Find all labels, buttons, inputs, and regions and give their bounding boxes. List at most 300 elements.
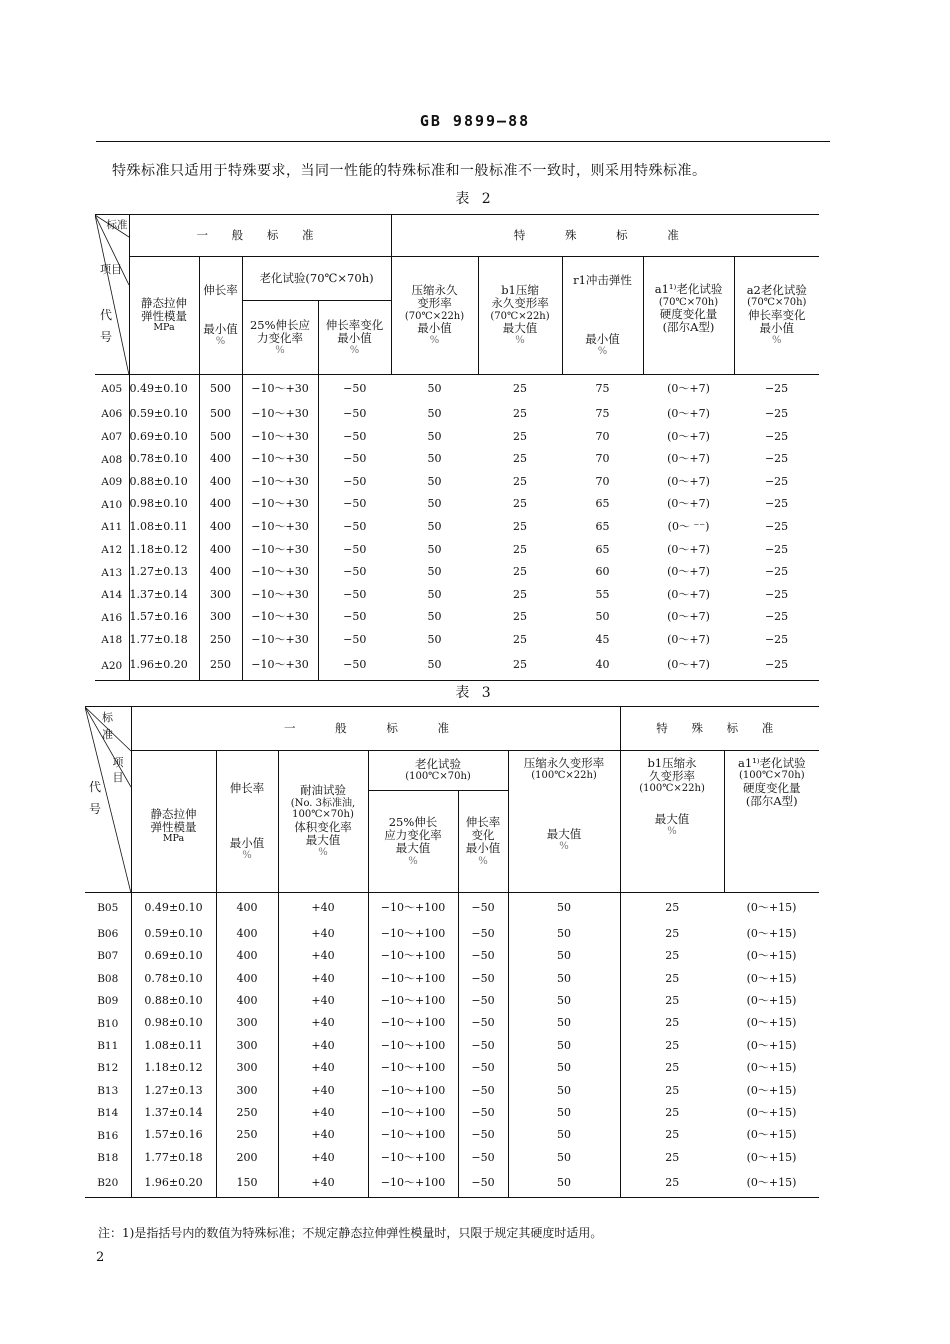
row-code: A14 <box>95 584 129 607</box>
table-cell: 50 <box>427 497 442 511</box>
table-cell: 1.18±0.12 <box>129 539 199 562</box>
table3-col-a1 <box>724 751 819 893</box>
t2-elchg-l1: 伸长率变化 <box>325 317 384 332</box>
table-row <box>95 539 819 562</box>
table-cell: −50 <box>343 542 367 556</box>
table-cell: 25 <box>513 520 528 534</box>
table-cell: 50 <box>508 990 620 1012</box>
table-cell: −50 <box>458 1012 508 1034</box>
table-cell: −10～+30 <box>242 606 318 629</box>
table-cell: 1.37±0.14 <box>129 584 199 607</box>
table-cell: 1.08±0.11 <box>129 516 199 539</box>
t2-a2-l4: 最小值 <box>759 321 795 336</box>
row-code: A05 <box>95 375 129 404</box>
table-cell: (0～+7) <box>667 542 710 556</box>
table-cell: +40 <box>278 923 368 945</box>
row-code: B07 <box>85 945 131 967</box>
table-cell: −10～+30 <box>242 403 318 426</box>
table-cell: 0.78±0.10 <box>129 448 199 471</box>
table-cell: 25 <box>513 452 528 466</box>
table-row <box>95 516 819 539</box>
table-cell: −50 <box>458 893 508 923</box>
table-cell: (0～+7) <box>643 652 734 681</box>
row-code: B06 <box>85 923 131 945</box>
table3-corner-top: 标准 <box>102 711 113 741</box>
table-cell: 55 <box>595 587 610 601</box>
t3-a1-l1: a1¹⁾老化试验 <box>737 756 806 770</box>
table-cell: 500 <box>199 426 242 449</box>
table2-special-title: 特 殊 标 准 <box>513 227 697 242</box>
table-row <box>95 629 819 652</box>
t3-elchg-l3: 最小值 <box>465 841 501 856</box>
document-header: GB 9899—88 <box>419 112 531 130</box>
table-cell: 400 <box>216 893 278 923</box>
table-cell: 50 <box>427 542 442 556</box>
t2-r1-l1: r1冲击弹性 <box>573 272 632 287</box>
table-cell: +40 <box>278 1124 368 1146</box>
t2-a1-l1: a1¹⁾老化试验 <box>654 282 723 297</box>
t3-b1-l3: (100℃×22h) <box>639 783 705 795</box>
table-cell: 25 <box>665 926 680 940</box>
table-cell: 45 <box>595 633 610 646</box>
t3-modulus-l1: 静态拉伸 <box>150 806 197 821</box>
table-cell: 50 <box>508 1102 620 1124</box>
table-cell: 50 <box>508 1124 620 1146</box>
table-cell: −25 <box>734 652 819 681</box>
table-cell: 400 <box>199 516 242 539</box>
table-cell: −10～+100 <box>368 893 458 923</box>
table-cell: (0～+15) <box>746 1105 797 1119</box>
row-code: A11 <box>95 516 129 539</box>
table-cell: 25 <box>478 652 562 681</box>
table2-caption: 表 2 <box>455 191 495 207</box>
table-cell: −10～+100 <box>368 1057 458 1079</box>
table-2 <box>95 214 819 681</box>
table-cell: (0～+7) <box>667 452 710 466</box>
t3-comp-l3: 最大值 <box>546 826 582 841</box>
table-cell: 0.59±0.10 <box>129 403 199 426</box>
table-cell: 25 <box>665 1016 680 1030</box>
table-cell: (0～+7) <box>667 407 710 421</box>
table-row <box>85 990 819 1012</box>
table-row <box>95 375 819 404</box>
table-cell: −10～+30 <box>242 516 318 539</box>
table2-col-stress <box>242 301 318 375</box>
table-cell: 50 <box>508 1012 620 1034</box>
row-code: A09 <box>95 471 129 494</box>
table-cell: 25 <box>513 542 528 556</box>
table-cell: +40 <box>278 1147 368 1169</box>
table-cell: −50 <box>343 497 367 511</box>
table-cell: 500 <box>199 375 242 404</box>
table-cell: 1.27±0.13 <box>129 561 199 584</box>
header-rule <box>96 141 830 142</box>
t3-elchg-l2: 变化 <box>471 828 495 843</box>
t3-modulus-l2: 弹性模量 <box>150 820 197 835</box>
row-code: B11 <box>85 1035 131 1057</box>
table2-corner-diagonal <box>95 215 129 375</box>
intro-paragraph: 特殊标准只适用于特殊要求，当同一性能的特殊标准和一般标准不一致时，则采用特殊标准。 <box>112 163 707 179</box>
table-cell: +40 <box>278 968 368 990</box>
t3-elchg-l1: 伸长率 <box>465 814 501 829</box>
table-cell: 60 <box>595 565 610 579</box>
table3-special-header <box>620 707 819 751</box>
table-cell: +40 <box>278 1035 368 1057</box>
table-cell: 300 <box>199 584 242 607</box>
table-cell: 300 <box>216 1080 278 1102</box>
table-cell: 200 <box>216 1147 278 1169</box>
table-cell: 0.69±0.10 <box>129 426 199 449</box>
t3-a1-l2: (100℃×70h) <box>738 770 805 782</box>
table-cell: (0～+15) <box>746 1016 797 1030</box>
t3-b1-l2: 久变形率 <box>649 769 696 784</box>
row-code: B20 <box>85 1169 131 1197</box>
table-cell: (0～+7) <box>667 633 710 646</box>
table-cell: +40 <box>278 1080 368 1102</box>
table-cell: 250 <box>216 1102 278 1124</box>
table2-body <box>95 375 819 681</box>
table-cell: −25 <box>764 452 789 466</box>
table-cell: +40 <box>278 1057 368 1079</box>
table-cell: 50 <box>427 520 442 534</box>
table-cell: 25 <box>513 587 528 601</box>
table-cell: 0.69±0.10 <box>131 945 216 967</box>
table-cell: −10～+100 <box>368 1035 458 1057</box>
table-cell: 25 <box>665 1128 680 1142</box>
table-cell: 400 <box>216 990 278 1012</box>
t2-modulus-l1: 静态拉伸 <box>141 295 187 310</box>
table-cell: 0.49±0.10 <box>129 375 199 404</box>
table-cell: 25 <box>513 429 528 443</box>
row-code: A08 <box>95 448 129 471</box>
table-cell: 300 <box>216 1012 278 1034</box>
row-code: A16 <box>95 606 129 629</box>
table-row <box>95 584 819 607</box>
table-cell: (0～+15) <box>746 1150 797 1164</box>
table-row <box>85 1102 819 1124</box>
table-cell: 65 <box>595 497 610 511</box>
table-cell: 250 <box>216 1124 278 1146</box>
table-cell: (0～+15) <box>746 993 797 1007</box>
table-row <box>95 493 819 516</box>
table-cell: −50 <box>343 429 367 443</box>
table-cell: (0～ ⁻⁻) <box>667 520 710 534</box>
table-cell: −25 <box>764 587 789 601</box>
table-cell: 400 <box>216 923 278 945</box>
t2-comp-l5: % <box>429 335 440 347</box>
table-cell: 1.57±0.16 <box>131 1124 216 1146</box>
table-cell: −10～+100 <box>368 945 458 967</box>
t2-b1-l3: (70℃×22h) <box>490 310 550 322</box>
table-cell: 50 <box>427 429 442 443</box>
t3-oil-l4: 体积变化率 <box>294 819 352 834</box>
table-cell: −10～+100 <box>368 990 458 1012</box>
table-cell: 40 <box>562 652 643 681</box>
t2-a2-l2: (70℃×70h) <box>747 297 807 309</box>
table2-col-a2 <box>734 257 819 375</box>
table-cell: −50 <box>458 1147 508 1169</box>
row-code: A20 <box>95 652 129 681</box>
table2-aging-header: 老化试验(70℃×70h) <box>242 257 391 301</box>
table-cell: 0.78±0.10 <box>131 968 216 990</box>
table-row <box>95 561 819 584</box>
table-cell: −25 <box>764 633 789 646</box>
t2-comp-l1: 压缩永久 <box>411 283 458 298</box>
table3-general-header <box>131 707 620 751</box>
table-cell: 300 <box>216 1035 278 1057</box>
row-code: B12 <box>85 1057 131 1079</box>
table-cell: +40 <box>278 945 368 967</box>
table-cell: 25 <box>513 407 528 421</box>
table-cell: 50 <box>427 633 442 646</box>
t3-oil-l3: 100℃×70h) <box>292 809 354 821</box>
row-code: B18 <box>85 1147 131 1169</box>
table-cell: 50 <box>427 381 442 395</box>
table-cell: −25 <box>764 520 789 534</box>
t3-stress-l1: 25%伸长 <box>388 814 438 829</box>
table-3 <box>85 706 819 1198</box>
table3-col-elongation <box>216 751 278 893</box>
table-cell: −25 <box>764 497 789 511</box>
t2-modulus-l3: MPa <box>153 322 175 334</box>
table-cell: −50 <box>343 587 367 601</box>
table-cell: (0～+15) <box>746 1083 797 1097</box>
table-cell: −10～+100 <box>368 1080 458 1102</box>
t2-stress-l2: 力变化率 <box>257 330 303 345</box>
t3-b1-l4: 最大值 <box>654 811 690 826</box>
table-cell: (0～+7) <box>667 497 710 511</box>
row-code: B10 <box>85 1012 131 1034</box>
t3-a1-l3: 硬度变化量 <box>743 780 801 795</box>
table-row <box>95 606 819 629</box>
table-cell: 1.37±0.14 <box>131 1102 216 1124</box>
table-row <box>95 426 819 449</box>
table-cell: 50 <box>508 1080 620 1102</box>
table-cell: −10～+30 <box>242 561 318 584</box>
table-cell: −50 <box>343 381 367 395</box>
table-cell: −50 <box>458 1102 508 1124</box>
t2-b1-l4: 最大值 <box>502 321 538 336</box>
table-cell: −50 <box>343 633 367 646</box>
table-cell: 75 <box>595 381 610 395</box>
table-cell: 25 <box>620 1169 724 1197</box>
table3-col-b1 <box>620 751 724 893</box>
table2-col-compression <box>391 257 478 375</box>
table3-general-title: 一 般 标 准 <box>284 720 467 735</box>
t3-stress-l4: % <box>408 855 418 867</box>
table-cell: 50 <box>595 610 610 624</box>
table-cell: 50 <box>427 587 442 601</box>
row-code: B08 <box>85 968 131 990</box>
table-cell: +40 <box>278 893 368 923</box>
table-cell: 75 <box>595 407 610 421</box>
table-cell: 1.96±0.20 <box>131 1169 216 1197</box>
t2-stress-l3: % <box>275 344 285 356</box>
table-row <box>85 1169 819 1197</box>
t2-r1-l2: 最小值 <box>585 331 620 346</box>
table-row <box>85 893 819 923</box>
table-cell: −50 <box>343 520 367 534</box>
row-code: B05 <box>85 893 131 923</box>
t2-a2-l3: 伸长率变化 <box>748 307 806 322</box>
table-cell: +40 <box>278 1012 368 1034</box>
t3-oil-l6: % <box>318 847 328 859</box>
t2-comp-l3: (70℃×22h) <box>404 310 465 322</box>
table-cell: 25 <box>665 949 680 963</box>
table2-corner-mid: 项目 <box>100 263 122 276</box>
table-cell: (0～+15) <box>746 1038 797 1052</box>
table-cell: −10～+30 <box>242 448 318 471</box>
row-code: A07 <box>95 426 129 449</box>
table-cell: −25 <box>764 474 789 488</box>
table-cell: 400 <box>199 471 242 494</box>
table2-corner-bottom: 代号 <box>100 308 113 344</box>
table-cell: −10～+30 <box>242 426 318 449</box>
table-cell: 50 <box>508 1035 620 1057</box>
table2-corner-cell <box>95 215 129 375</box>
table-cell: +40 <box>278 1169 368 1197</box>
table2-col-a1 <box>643 257 734 375</box>
table3-corner-cell <box>85 707 131 893</box>
table-cell: −10～+100 <box>368 923 458 945</box>
table-cell: 1.57±0.16 <box>129 606 199 629</box>
table-cell: 1.77±0.18 <box>129 629 199 652</box>
t2-b1-l5: % <box>515 335 525 347</box>
table-cell: 65 <box>595 542 610 556</box>
table-cell: 400 <box>216 945 278 967</box>
table-cell: 0.88±0.10 <box>131 990 216 1012</box>
table2-special-header <box>391 215 819 257</box>
table-cell: −50 <box>458 1080 508 1102</box>
table2-general-header <box>129 215 391 257</box>
table2-col-elongation <box>199 257 242 375</box>
t3-comp-l1: 压缩永久变形率 <box>523 756 605 770</box>
table-cell: −50 <box>458 1035 508 1057</box>
t3-elong-l3: % <box>242 849 252 861</box>
table-cell: 25 <box>665 1061 680 1075</box>
table-cell: (0～+15) <box>746 1128 797 1142</box>
t3-b1-l5: % <box>667 826 677 838</box>
table-cell: 25 <box>665 1083 680 1097</box>
table-cell: −50 <box>458 968 508 990</box>
table-cell: −50 <box>343 452 367 466</box>
table-cell: (0～+7) <box>667 381 710 395</box>
table-cell: −25 <box>764 565 789 579</box>
table-cell: −10～+30 <box>242 652 318 681</box>
table-cell: 25 <box>665 900 680 914</box>
table-row <box>85 945 819 967</box>
table-row <box>95 652 819 681</box>
table-cell: 400 <box>199 493 242 516</box>
t3-modulus-l3: MPa <box>162 833 185 845</box>
table-cell: 400 <box>199 561 242 584</box>
table-row <box>95 471 819 494</box>
table-cell: 25 <box>665 1150 680 1164</box>
table2-col-modulus <box>129 257 199 375</box>
table-cell: −10～+100 <box>368 1147 458 1169</box>
row-code: B14 <box>85 1102 131 1124</box>
table-cell: −25 <box>764 407 789 421</box>
table-cell: 65 <box>595 520 610 534</box>
table-cell: 50 <box>508 923 620 945</box>
t2-a1-l4: (邵尔A型) <box>662 320 715 335</box>
table-row <box>85 1057 819 1079</box>
table-cell: −25 <box>764 542 789 556</box>
table-cell: +40 <box>278 990 368 1012</box>
table3-col-compression <box>508 751 620 893</box>
table-cell: 300 <box>216 1057 278 1079</box>
table-cell: 0.59±0.10 <box>131 923 216 945</box>
table-cell: 25 <box>665 1105 680 1119</box>
footnote: 注：1)是指括号内的数值为特殊标准；不规定静态拉伸弹性模量时，只限于规定其硬度时适用。 <box>98 1226 603 1240</box>
table-cell: −10～+100 <box>368 1102 458 1124</box>
table2-col-b1 <box>478 257 562 375</box>
table-cell: −10～+30 <box>242 471 318 494</box>
table2-general-title: 一 般 标 准 <box>196 227 324 242</box>
table-cell: (0～+7) <box>667 610 710 624</box>
table-cell: −25 <box>764 381 789 395</box>
table-cell: −50 <box>343 407 367 421</box>
table-cell: −50 <box>343 474 367 488</box>
t3-comp-l2: (100℃×22h) <box>531 770 597 782</box>
table-cell: 250 <box>199 652 242 681</box>
table-cell: +40 <box>278 1102 368 1124</box>
table-cell: −10～+30 <box>242 584 318 607</box>
table-cell: 300 <box>199 606 242 629</box>
table-cell: (0～+7) <box>667 587 710 601</box>
table-cell: (0～+7) <box>667 565 710 579</box>
table-cell: 70 <box>595 474 610 488</box>
table2-col-r1 <box>562 257 643 375</box>
table-cell: −25 <box>764 610 789 624</box>
table-cell: −50 <box>343 565 367 579</box>
row-code: A18 <box>95 629 129 652</box>
table-cell: 25 <box>513 381 528 395</box>
table-cell: 70 <box>595 429 610 443</box>
table-row <box>95 448 819 471</box>
table-cell: (0～+15) <box>724 1169 819 1197</box>
table2-corner-top: 标准 <box>106 219 128 231</box>
table-cell: 0.88±0.10 <box>129 471 199 494</box>
t2-r1-l3: % <box>597 345 608 357</box>
table-cell: 1.27±0.13 <box>131 1080 216 1102</box>
table-row <box>85 968 819 990</box>
t3-oil-l1: 耐油试验 <box>300 783 346 798</box>
table-cell: −50 <box>458 990 508 1012</box>
t3-stress-l2: 应力变化率 <box>384 828 442 843</box>
table-cell: −10～+100 <box>368 968 458 990</box>
table-cell: 70 <box>595 452 610 466</box>
table-cell: (0～+15) <box>746 926 797 940</box>
table-row <box>85 1035 819 1057</box>
table-cell: (0～+15) <box>746 1061 797 1075</box>
table-row <box>85 1147 819 1169</box>
table3-corner-bottom: 代号 <box>89 780 102 816</box>
table-row <box>85 1124 819 1146</box>
table-cell: 50 <box>508 1169 620 1197</box>
table-cell: (0～+15) <box>746 971 797 985</box>
table-cell: −50 <box>458 1169 508 1197</box>
table-cell: 50 <box>508 945 620 967</box>
table-cell: −50 <box>458 945 508 967</box>
t2-elong-l2: 最小值 <box>203 321 238 336</box>
t2-stress-l1: 25%伸长应 <box>249 317 311 332</box>
table3-corner-mid: 项目 <box>112 756 124 785</box>
table-cell: 150 <box>216 1169 278 1197</box>
table3-col-stress <box>368 791 458 893</box>
table-cell: 400 <box>216 968 278 990</box>
t2-comp-l2: 变形率 <box>417 296 452 311</box>
